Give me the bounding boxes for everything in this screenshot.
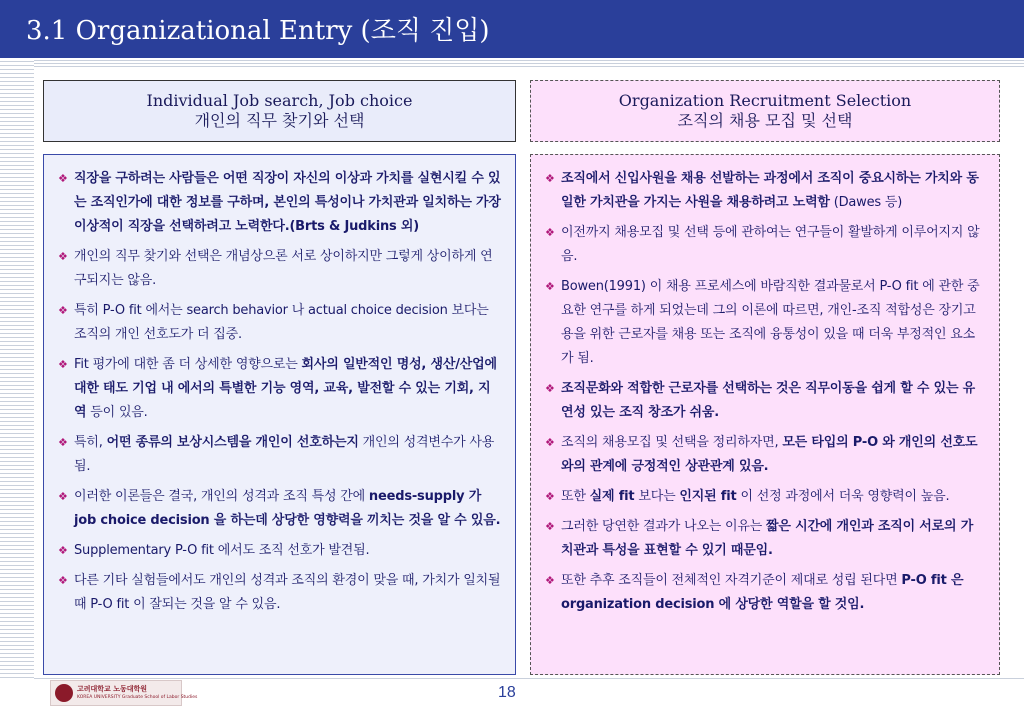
bullet-text-bold: 짧은 시간에 개인과 조직이 서로의 가치관과 특성을 표현할 수 있기 때문임. xyxy=(561,519,974,558)
bullet-text: 이전까지 채용모집 및 선택 등에 관하여는 연구들이 활발하게 이루어지지 않음. xyxy=(561,225,980,264)
top-stripes xyxy=(0,58,1024,68)
bullet-text: 다른 기타 실험들에서도 개인의 성격과 조직의 환경이 맞을 때, 가치가 일치될 때 P-O fit 이 잘되는 것을 알 수 있음. xyxy=(74,573,501,612)
title-bar xyxy=(0,0,1024,58)
diamond-bullet-icon: ❖ xyxy=(545,226,555,239)
bullet-item xyxy=(545,377,985,425)
left-header-line1: Individual Job search, Job choice xyxy=(146,91,413,110)
bullet-text-bold: 실제 fit xyxy=(589,489,635,504)
bullet-text: 특히, xyxy=(74,435,107,450)
left-stripes xyxy=(0,58,34,678)
diamond-bullet-icon: ❖ xyxy=(545,520,555,533)
bullet-text-bold: P-O fit 은 organization decision 에 상당한 역할을 할 것임. xyxy=(561,573,964,612)
page-number: 18 xyxy=(498,684,516,701)
page-title: 3.1 Organizational Entry (조직 진입) xyxy=(26,16,490,46)
diamond-bullet-icon: ❖ xyxy=(545,172,555,185)
bullet-text: 보다는 xyxy=(634,489,680,504)
diamond-bullet-icon: ❖ xyxy=(545,490,555,503)
bullet-item xyxy=(545,569,985,617)
logo-text-korean: 고려대학교 노동대학원 xyxy=(77,685,148,693)
bullet-item xyxy=(58,539,501,563)
bullet-item xyxy=(58,167,501,239)
bullet-text: (Dawes 등) xyxy=(829,195,903,210)
bullet-item xyxy=(58,431,501,479)
diamond-bullet-icon: ❖ xyxy=(58,304,68,317)
bullet-text-bold: 조직에서 신입사원을 채용 선발하는 과정에서 조직이 중요시하는 가치와 동일한 가치관을 가지는 사원을 채용하려고 노력함 xyxy=(561,171,979,210)
bullet-text: Bowen(1991) 이 채용 프로세스에 바람직한 결과물로서 P-O fit 에 관한 중요한 연구를 하게 되었는데 그의 이론에 따르면, 개인-조직 적합성은 장기고용을 위한 근로자를 채용 또는 조직에 융통성이 있을 때 더욱 부정적인 요소가 됨. xyxy=(561,279,980,366)
bullet-text-bold: needs-supply 가 job choice decision 을 하는데 상당한 영향력을 끼치는 것을 알 수 있음. xyxy=(74,489,501,528)
university-seal-icon xyxy=(55,684,73,702)
diamond-bullet-icon: ❖ xyxy=(58,358,68,371)
bullet-text-bold: 직장을 구하려는 사람들은 어떤 직장이 자신의 이상과 가치를 실현시킬 수 있는 조직인가에 대한 정보를 구하며, 본인의 특성이나 가치관과 일치하는 가장 이상적이 직장을 선택하려고 노력한다.(Brts & Judkins 외) xyxy=(74,171,501,234)
bullet-text: 조직의 채용모집 및 선택을 정리하자면, xyxy=(561,435,783,450)
university-logo xyxy=(50,680,198,706)
bullet-item xyxy=(58,485,501,533)
diamond-bullet-icon: ❖ xyxy=(58,250,68,263)
left-content-box xyxy=(43,154,516,675)
diamond-bullet-icon: ❖ xyxy=(58,544,68,557)
bullet-item xyxy=(545,221,985,269)
bullet-text: 이러한 이론들은 결국, 개인의 성격과 조직 특성 간에 xyxy=(74,489,369,504)
logo-text-english: KOREA UNIVERSITY Graduate School of Labor Studies xyxy=(77,695,198,700)
bullet-text: 그러한 당연한 결과가 나오는 이유는 xyxy=(561,519,767,534)
diamond-bullet-icon: ❖ xyxy=(545,574,555,587)
bullet-text-bold: 모든 타입의 P-O 와 개인의 선호도와의 관계에 긍정적인 상관관계 있음. xyxy=(561,435,978,474)
right-bullet-list xyxy=(531,155,999,617)
left-header-line2: 개인의 직무 찾기와 선택 xyxy=(194,111,365,130)
bullet-text-bold: 조직문화와 적합한 근로자를 선택하는 것은 직무이동을 쉽게 할 수 있는 유연성 있는 조직 창조가 쉬움. xyxy=(561,381,975,420)
bottom-divider xyxy=(34,678,1024,679)
bullet-text: 이 선정 과정에서 더욱 영향력이 높음. xyxy=(736,489,950,504)
bullet-text: 또한 xyxy=(561,489,590,504)
bullet-item xyxy=(58,245,501,293)
bullet-text: 등이 있음. xyxy=(86,405,148,420)
bullet-text: 개인의 직무 찾기와 선택은 개념상으론 서로 상이하지만 그렇게 상이하게 연구되지는 않음. xyxy=(74,249,493,288)
diamond-bullet-icon: ❖ xyxy=(545,436,555,449)
right-header-line1: Organization Recruitment Selection xyxy=(618,91,912,110)
diamond-bullet-icon: ❖ xyxy=(58,490,68,503)
diamond-bullet-icon: ❖ xyxy=(545,280,555,293)
left-header-box xyxy=(43,80,516,142)
bullet-item xyxy=(58,299,501,347)
bullet-text: Fit 평가에 대한 좀 더 상세한 영향으로는 xyxy=(74,357,302,372)
bullet-text: Supplementary P-O fit 에서도 조직 선호가 발견됨. xyxy=(74,543,370,558)
diamond-bullet-icon: ❖ xyxy=(545,382,555,395)
bullet-item xyxy=(545,485,985,509)
bullet-text: 또한 추후 조직들이 전체적인 자격기준이 제대로 성립 된다면 xyxy=(561,573,902,588)
right-content-box xyxy=(530,154,1000,675)
bullet-text: 특히 P-O fit 에서는 search behavior 나 actual choice decision 보다는 조직의 개인 선호도가 더 집중. xyxy=(74,303,489,342)
right-header-box xyxy=(530,80,1000,142)
bullet-item xyxy=(58,569,501,617)
bullet-text-bold: 어떤 종류의 보상시스템을 개인이 선호하는지 xyxy=(106,435,359,450)
bullet-item xyxy=(545,275,985,371)
bullet-text-bold: 회사의 일반적인 명성, 생산/산업에 대한 태도 기업 내 에서의 특별한 기능 영역, 교육, 발전할 수 있는 기회, 지역 xyxy=(74,357,497,420)
left-bullet-list xyxy=(44,155,515,617)
bullet-item xyxy=(545,431,985,479)
bullet-item xyxy=(545,167,985,215)
diamond-bullet-icon: ❖ xyxy=(58,172,68,185)
bullet-item xyxy=(545,515,985,563)
diamond-bullet-icon: ❖ xyxy=(58,436,68,449)
bullet-text: 개인의 성격변수가 사용됨. xyxy=(74,435,495,474)
bullet-item xyxy=(58,353,501,425)
bullet-text-bold: 인지된 fit xyxy=(679,489,737,504)
diamond-bullet-icon: ❖ xyxy=(58,574,68,587)
right-header-line2: 조직의 채용 모집 및 선택 xyxy=(677,111,853,130)
